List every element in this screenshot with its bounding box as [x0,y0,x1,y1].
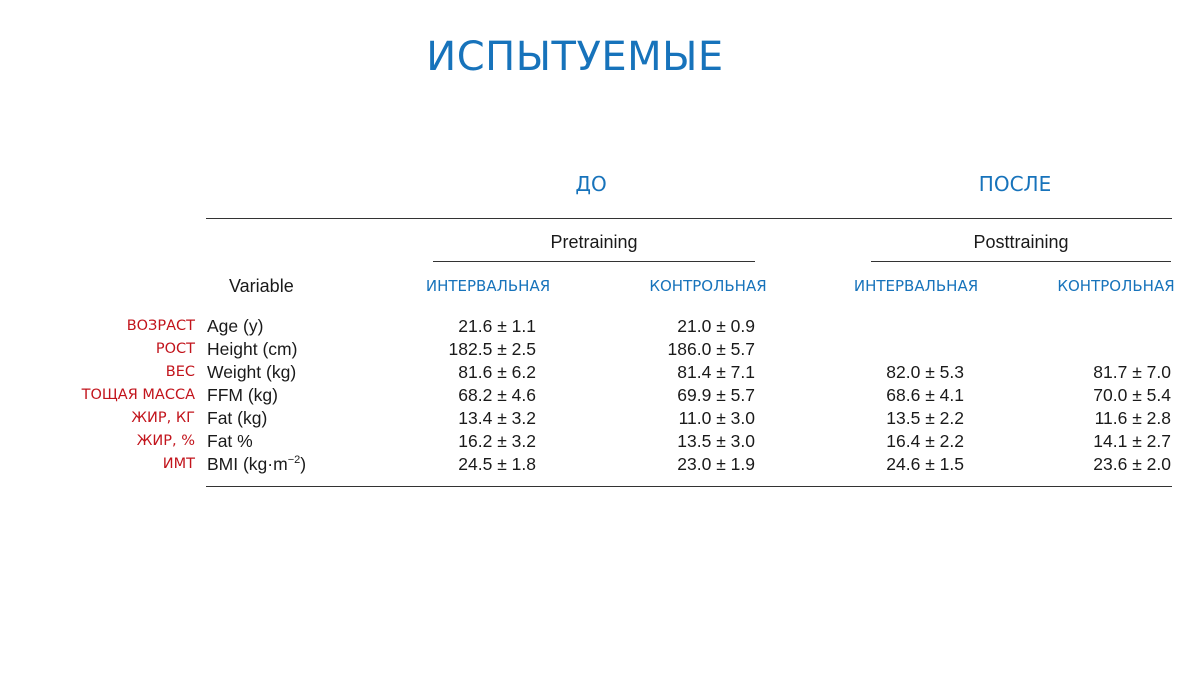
slide-title: ИСПЫТУЕМЫЕ [426,34,724,80]
column-label-pre-control: КОНТРОЛЬНАЯ [649,277,767,295]
row-label-ru: ВЕС [165,364,195,380]
row-label-en: FFM (kg) [207,385,278,405]
row-label-ru: ВОЗРАСТ [126,318,195,334]
row-label-ru: ЖИР, КГ [131,410,195,426]
value-pre-interval: 24.5 ± 1.8 [458,454,536,474]
value-pre-control: 81.4 ± 7.1 [677,362,755,382]
value-pre-control: 23.0 ± 1.9 [677,454,755,474]
row-label-en [207,454,306,475]
value-post-interval: 13.5 ± 2.2 [886,408,964,428]
value-pre-interval: 21.6 ± 1.1 [458,316,536,336]
value-pre-interval: 13.4 ± 3.2 [458,408,536,428]
table-row [0,408,1200,431]
row-label-ru: ЖИР, % [136,433,195,449]
row-label-en: Age (y) [207,316,264,336]
value-pre-interval: 16.2 ± 3.2 [458,431,536,451]
table-row [0,316,1200,339]
pretraining-underline [433,261,755,262]
value-post-control: 11.6 ± 2.8 [1094,408,1171,428]
value-post-control: 70.0 ± 5.4 [1093,385,1171,405]
row-label-en-text: BMI (kg·m [207,454,288,474]
value-pre-interval: 68.2 ± 4.6 [458,385,536,405]
row-label-en: Weight (kg) [207,362,297,382]
row-label-en: Height (cm) [207,339,298,359]
value-post-interval: 68.6 ± 4.1 [886,385,964,405]
row-label-en: Fat (kg) [207,408,268,428]
value-pre-control: 69.9 ± 5.7 [677,385,755,405]
value-pre-interval: 81.6 ± 6.2 [458,362,536,382]
row-label-en: Fat % [207,431,253,451]
value-post-control: 14.1 ± 2.7 [1093,431,1171,451]
table-row [0,339,1200,362]
table-bottom-rule [206,486,1172,487]
row-label-ru: РОСТ [155,341,195,357]
column-label-post-control: КОНТРОЛЬНАЯ [1057,277,1175,295]
value-post-interval: 16.4 ± 2.2 [886,431,964,451]
table-body [0,316,1200,477]
table-row [0,454,1200,477]
value-pre-interval: 182.5 ± 2.5 [448,339,536,359]
table-top-rule [206,218,1172,219]
variable-header: Variable [229,276,294,296]
value-post-interval: 24.6 ± 1.5 [886,454,964,474]
row-label-en-tail: ) [300,454,307,474]
table-row [0,385,1200,408]
value-post-control: 81.7 ± 7.0 [1093,362,1171,382]
group-before-label: ДО [575,172,607,196]
table-row [0,362,1200,385]
value-pre-control: 186.0 ± 5.7 [667,339,755,359]
row-label-en-exponent: −2 [287,454,301,467]
row-label-ru: ТОЩАЯ МАССА [81,387,195,403]
value-pre-control: 13.5 ± 3.0 [677,431,755,451]
posttraining-underline [871,261,1171,262]
value-pre-control: 11.0 ± 3.0 [678,408,755,428]
pretraining-header: Pretraining [550,232,638,252]
column-label-pre-interval: ИНТЕРВАЛЬНАЯ [425,277,551,295]
value-post-interval: 82.0 ± 5.3 [886,362,964,382]
posttraining-header: Posttraining [973,232,1069,252]
table-row [0,431,1200,454]
value-post-control: 23.6 ± 2.0 [1093,454,1171,474]
column-label-post-interval: ИНТЕРВАЛЬНАЯ [853,277,979,295]
value-pre-control: 21.0 ± 0.9 [677,316,755,336]
group-after-label: ПОСЛЕ [978,172,1052,196]
row-label-ru: ИМТ [162,456,195,472]
